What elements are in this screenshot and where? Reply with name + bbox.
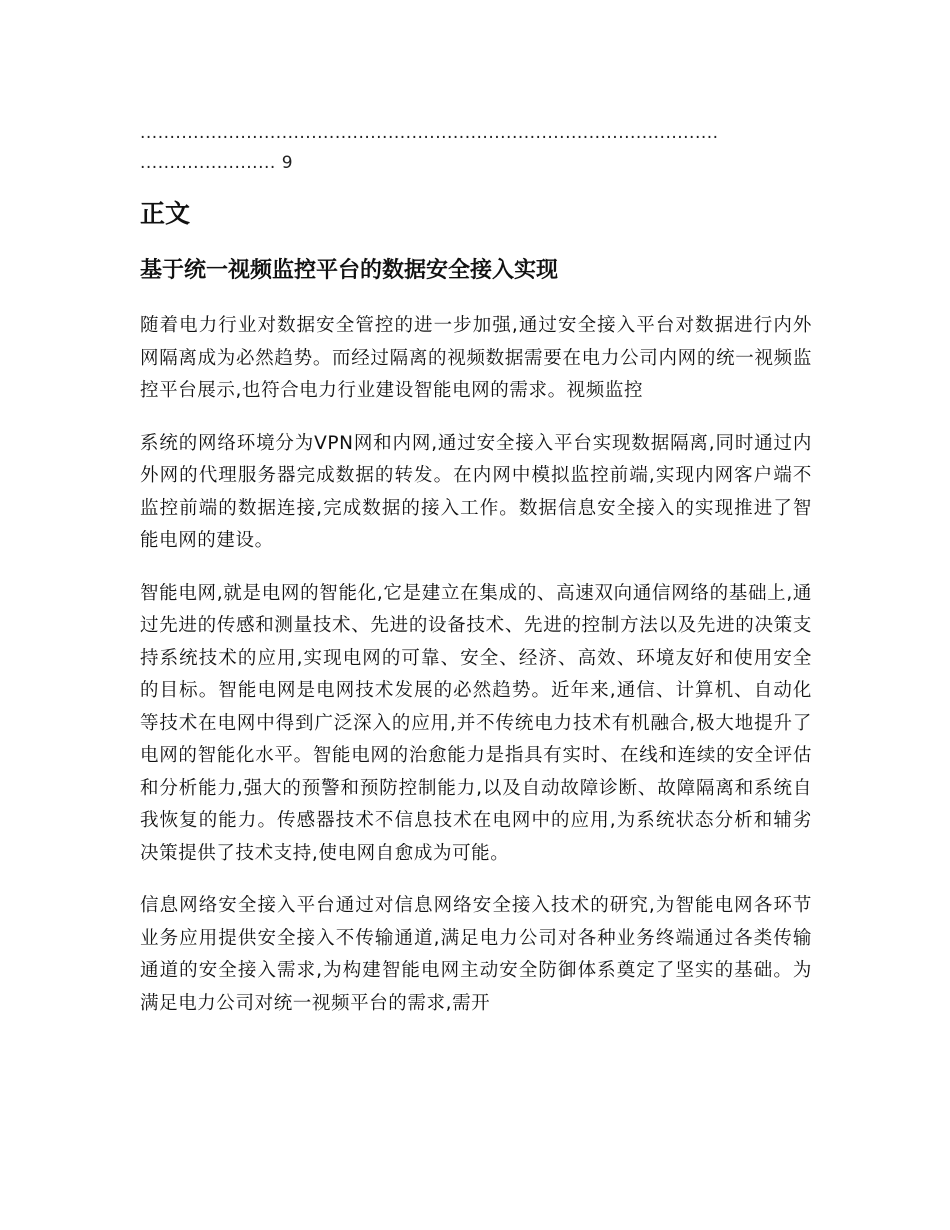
body-paragraph-2: 系统的网络环境分为VPN网和内网,通过安全接入平台实现数据隔离,同时通过内外网的代理服务器完成数据的转发。在内网中模拟监控前端,实现内网客户端不监控前端的数据连接,完成数据的接入工作。数据信息安全接入的实现推进了智能电网的建设。 (140, 432, 812, 551)
toc-leader-page-number: ....................... 9 (140, 153, 294, 173)
article-title: 基于统一视频监控平台的数据安全接入实现 (140, 258, 559, 283)
body-paragraph-1: 随着电力行业对数据安全管控的进一步加强,通过安全接入平台对数据进行内外网隔离成为必然趋势。而经过隔离的视频数据需要在电力公司内网的统一视频监控平台展示,也符合电力行业建设智能电网的需求。视频监控 (140, 315, 812, 401)
section-heading: 正文 (140, 199, 191, 228)
body-paragraph-3: 智能电网,就是电网的智能化,它是建立在集成的、高速双向通信网络的基础上,通过先进的传感和测量技术、先进的设备技术、先进的控制方法以及先进的决策支持系统技术的应用,实现电网的可靠、安全、经济、高效、环境友好和使用安全的目标。智能电网是电网技术发展的必然趋势。近年来,通信、计算机、自动化等技术在电网中得到广泛深入的应用,并不传统电力技术有机融合,极大地提升了电网的智能化水平。智能电网的治愈能力是指具有实时、在线和连续的安全评估和分析能力,强大的预警和预防控制能力,以及自动故障诊断、故障隔离和系统自我恢复的能力。传感器技术不信息技术在电网中的应用,为系统状态分析和辅劣决策提供了技术支持,使电网自愈成为可能。 (140, 582, 812, 864)
document-page (140, 118, 812, 1040)
toc-leader-line: .................................................................................................. (140, 123, 719, 143)
body-paragraph-4: 信息网络安全接入平台通过对信息网络安全接入技术的研究,为智能电网各环节业务应用提供安全接入不传输通道,满足电力公司对各种业务终端通过各类传输通道的安全接入需求,为构建智能电网主动安全防御体系奠定了坚实的基础。为满足电力公司对统一视频平台的需求,需开 (140, 895, 812, 1014)
